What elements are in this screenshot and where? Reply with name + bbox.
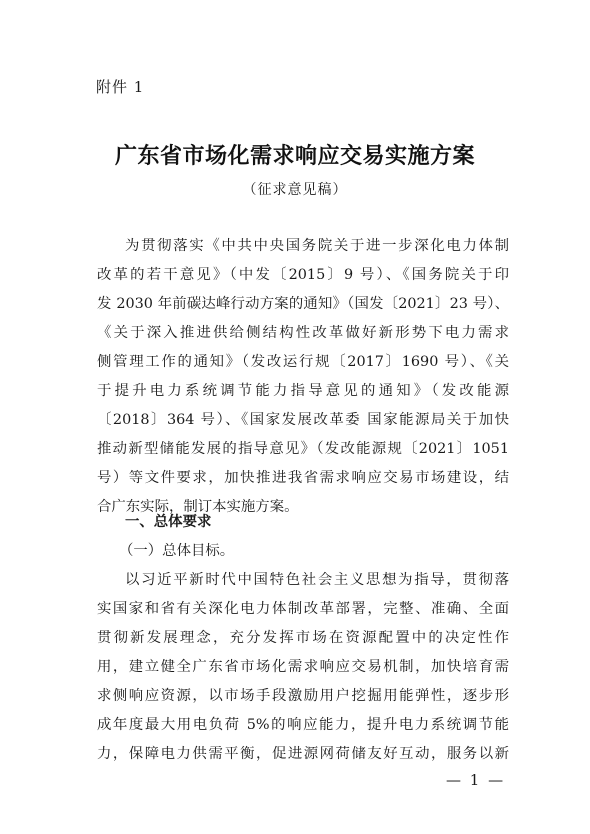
body-line: 改革的若干意见》（中发〔2015〕9 号）、《国务院关于印: [97, 267, 509, 283]
document-title: 广东省市场化需求响应交易实施方案: [114, 143, 475, 169]
page-number: — 1 —: [446, 771, 506, 789]
body-line: 《关于深入推进供给侧结构性改革做好新形势下电力需求: [97, 325, 509, 341]
body-line: 合广东实际，制订本实施方案。: [97, 499, 299, 515]
attachment-label: 附件 1: [96, 78, 145, 96]
subsection-heading: （一）总体目标。: [119, 543, 235, 559]
body-line: 发 2030 年前碳达峰行动方案的通知》（国发〔2021〕23 号）、: [97, 296, 509, 312]
body-line: 侧管理工作的通知》（发改运行规〔2017〕1690 号）、《关: [97, 354, 509, 370]
body-line: 为贯彻落实《中共中央国务院关于进一步深化电力体制: [125, 238, 509, 254]
body-line: 求侧响应资源，以市场手段激励用户挖掘用能弹性，逐步形: [97, 688, 509, 704]
body-line: 号）等文件要求，加快推进我省需求响应交易市场建设，结: [97, 470, 509, 486]
body-line: 用，建立健全广东省市场化需求响应交易机制，加快培育需: [97, 659, 509, 675]
body-line: 实国家和省有关深化电力体制改革部署，完整、准确、全面: [97, 601, 509, 617]
body-line: 成年度最大用电负荷 5%的响应能力，提升电力系统调节能: [97, 717, 509, 733]
body-line: 贯彻新发展理念，充分发挥市场在资源配置中的决定性作: [97, 630, 509, 646]
document-subtitle: （征求意见稿）: [242, 182, 348, 198]
body-line: 以习近平新时代中国特色社会主义思想为指导，贯彻落: [125, 572, 509, 588]
body-line: 于提升电力系统调节能力指导意见的通知》（发改能源: [97, 383, 509, 399]
body-line: 力，保障电力供需平衡，促进源网荷储友好互动，服务以新: [97, 746, 509, 762]
section-heading: 一、总体要求: [125, 514, 212, 530]
body-line: 推动新型储能发展的指导意见》（发改能源规〔2021〕1051: [97, 441, 509, 457]
body-line: 〔2018〕364 号）、《国家发展改革委 国家能源局关于加快: [97, 412, 509, 428]
